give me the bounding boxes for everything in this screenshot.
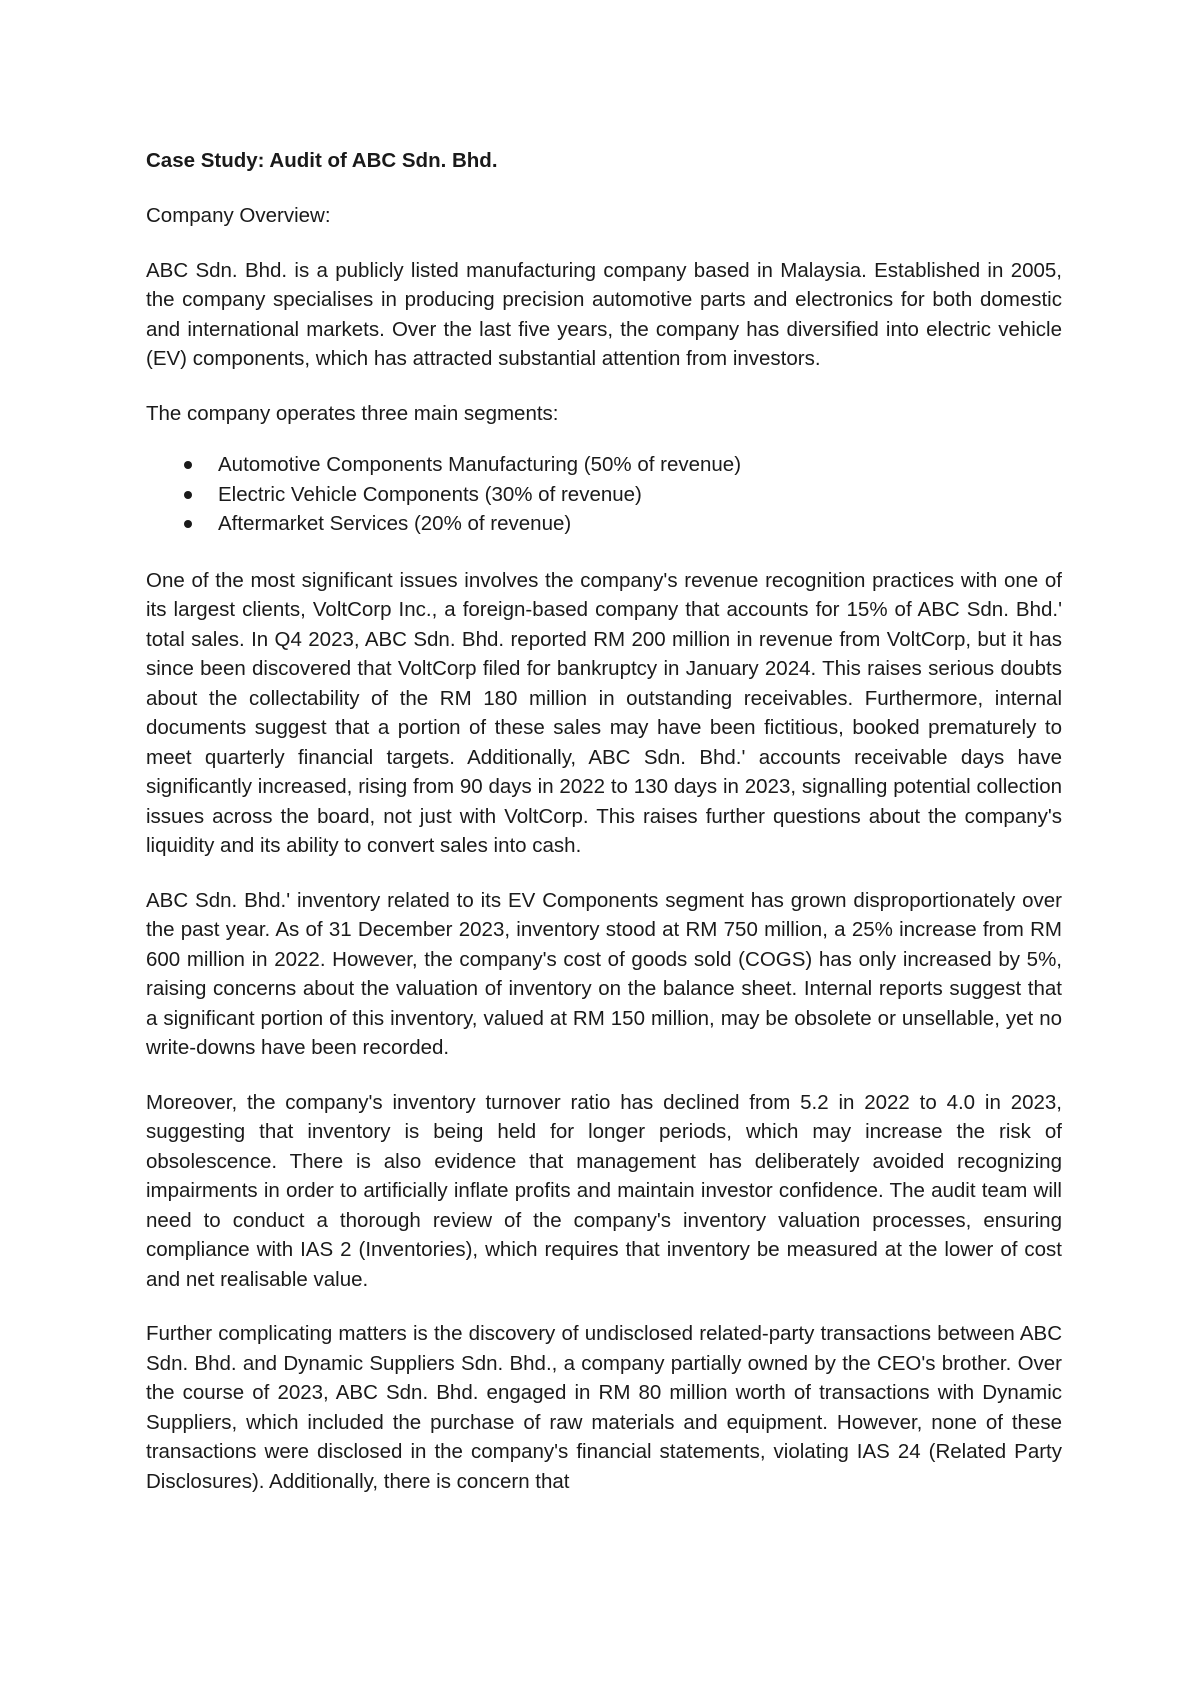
paragraph-revenue-recognition: One of the most significant issues involves the company's revenue recognition practices with one of its largest clients, VoltCorp Inc., a foreign-based company that accounts for 15% of ABC Sdn. Bhd.' total sales. In Q4 2023, ABC Sdn. Bhd. reported RM 200 million in revenue from VoltCorp, but it has since been discovered that VoltCorp filed for bankruptcy in January 2024. This raises serious doubts about the collectability of the RM 180 million in outstanding receivables. Furthermore, internal documents suggest that a portion of these sales may have been fictitious, booked prematurely to meet quarterly financial targets. Additionally, ABC Sdn. Bhd.' accounts receivable days have significantly increased, rising from 90 days in 2022 to 130 days in 2023, signalling potential collection issues across the board, not just with VoltCorp. This raises further questions about the company's liquidity and its ability to convert sales into cash. <box>146 568 1062 857</box>
paragraph-segments-intro: The company operates three main segments: <box>146 401 559 425</box>
paragraph-related-party: Further complicating matters is the discovery of undisclosed related-party transactions between ABC Sdn. Bhd. and Dynamic Suppliers Sdn. Bhd., a company partially owned by the CEO's brother. Over the course of 2023, ABC Sdn. Bhd. engaged in RM 80 million worth of transactions with Dynamic Suppliers, which included the purchase of raw materials and equipment. However, none of these transactions were disclosed in the company's financial statements, violating IAS 24 (Related Party Disclosures). Additionally, there is concern that <box>146 1322 1062 1493</box>
bullet-icon <box>184 520 192 528</box>
bullet-icon <box>184 491 192 499</box>
list-item <box>146 480 1062 510</box>
paragraph-inventory-turnover: Moreover, the company's inventory turnover ratio has declined from 5.2 in 2022 to 4.0 in 2023, suggesting that inventory is being held for longer periods, which may increase the risk of obsolescence. There is also evidence that management has deliberately avoided recognizing impairments in order to artificially inflate profits and maintain investor confidence. The audit team will need to conduct a thorough review of the company's inventory valuation processes, ensuring compliance with IAS 2 (Inventories), which requires that inventory be measured at the lower of cost and net realisable value. <box>146 1090 1062 1291</box>
document-page <box>146 146 1062 1521</box>
segment-label: Aftermarket Services (20% of revenue) <box>218 512 572 535</box>
overview-heading: Company Overview: <box>146 204 331 227</box>
list-item <box>146 450 1062 480</box>
paragraph-inventory: ABC Sdn. Bhd.' inventory related to its EV Components segment has grown disproportionately over the past year. As of 31 December 2023, inventory stood at RM 750 million, a 25% increase from RM 600 million in 2022. However, the company's cost of goods sold (COGS) has only increased by 5%, raising concerns about the valuation of inventory on the balance sheet. Internal reports suggest that a significant portion of this inventory, valued at RM 150 million, may be obsolete or unsellable, yet no write-downs have been recorded. <box>146 888 1062 1059</box>
segment-label: Electric Vehicle Components (30% of revenue) <box>218 482 642 506</box>
list-item <box>146 509 1062 539</box>
segment-label: Automotive Components Manufacturing (50% of revenue) <box>218 453 742 476</box>
paragraph-overview: ABC Sdn. Bhd. is a publicly listed manufacturing company based in Malaysia. Established in 2005, the company specialises in producing precision automotive parts and electronics for both domestic and international markets. Over the last five years, the company has diversified into electric vehicle (EV) components, which has attracted substantial attention from investors. <box>146 258 1062 370</box>
bullet-icon <box>184 461 192 469</box>
segments-list <box>146 450 1062 539</box>
document-title: Case Study: Audit of ABC Sdn. Bhd. <box>146 149 498 172</box>
